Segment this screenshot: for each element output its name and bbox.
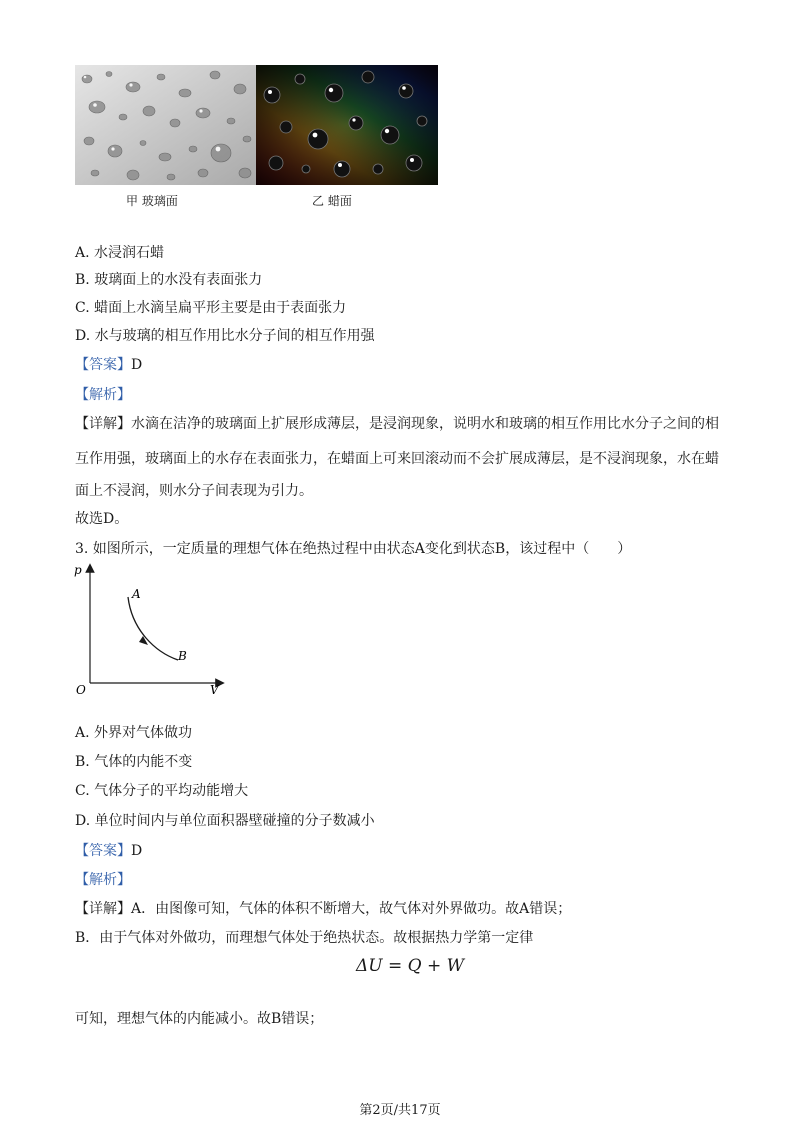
point-b-label: B (178, 649, 187, 663)
q2-option-a: A. 水浸润石蜡 (75, 245, 165, 261)
q2-option-d: D. 水与玻璃的相互作用比水分子间的相互作用强 (75, 328, 375, 344)
detail-text: A．由图像可知，气体的体积不断增大，故气体对外界做功。故A错误； (131, 901, 572, 917)
q3-detail-b: B．由于气体对外做功，而理想气体处于绝热状态。故根据热力学第一定律 (75, 930, 534, 946)
answer-value: D (131, 843, 143, 859)
q2-analysis-tag: 【解析】 (75, 387, 131, 403)
q3-option-c: C. 气体分子的平均动能增大 (75, 783, 249, 799)
q3-option-a: A. 外界对气体做功 (75, 725, 193, 741)
q2-conclusion: 故选D。 (75, 511, 129, 527)
q2-answer (75, 355, 142, 375)
wax-surface-photo (256, 65, 438, 185)
q3-analysis-tag: 【解析】 (75, 872, 131, 888)
origin-label: O (76, 683, 86, 697)
q2-option-c: C. 蜡面上水滴呈扁平形主要是由于表面张力 (75, 300, 347, 316)
q2-option-b: B. 玻璃面上的水没有表面张力 (75, 272, 263, 288)
glass-surface-photo (75, 65, 257, 185)
detail-tag: 【详解】 (75, 901, 131, 917)
q2-detail-line-2: 互作用强，玻璃面上的水存在表面张力，在蜡面上可来回滚动而不会扩展成薄层，是不浸润现象，水在蜡 (75, 451, 719, 467)
q2-detail-line-1 (75, 414, 719, 434)
y-axis-label: p (74, 563, 82, 577)
answer-tag: 【答案】 (75, 357, 131, 373)
q3-answer (75, 841, 142, 861)
x-axis-label: V (210, 683, 219, 697)
first-law-formula: ΔU = Q + W (356, 956, 465, 976)
page-footer: 第2页/共17页 (359, 1103, 441, 1118)
caption-wax-surface: 乙 蜡面 (312, 194, 352, 208)
q3-detail-b-conclusion: 可知，理想气体的内能减小。故B错误； (75, 1011, 324, 1027)
pv-graph (70, 560, 230, 700)
q3-detail-a (75, 899, 571, 919)
caption-glass-surface: 甲 玻璃面 (126, 194, 178, 208)
detail-tag: 【详解】 (75, 416, 131, 432)
point-a-label: A (132, 587, 141, 601)
adiabatic-curve (128, 597, 178, 660)
q3-option-b: B. 气体的内能不变 (75, 754, 193, 770)
q3-stem: 3. 如图所示，一定质量的理想气体在绝热过程中由状态A变化到状态B，该过程中（ ） (75, 541, 632, 557)
q2-detail-line-3: 面上不浸润，则水分子间表现为引力。 (75, 483, 313, 499)
q3-option-d: D. 单位时间内与单位面积器壁碰撞的分子数减小 (75, 813, 375, 829)
answer-tag: 【答案】 (75, 843, 131, 859)
answer-value: D (131, 357, 143, 373)
detail-text: 水滴在洁净的玻璃面上扩展形成薄层，是浸润现象，说明水和玻璃的相互作用比水分子之间的相 (131, 416, 719, 432)
curve-direction-arrow (139, 636, 148, 645)
